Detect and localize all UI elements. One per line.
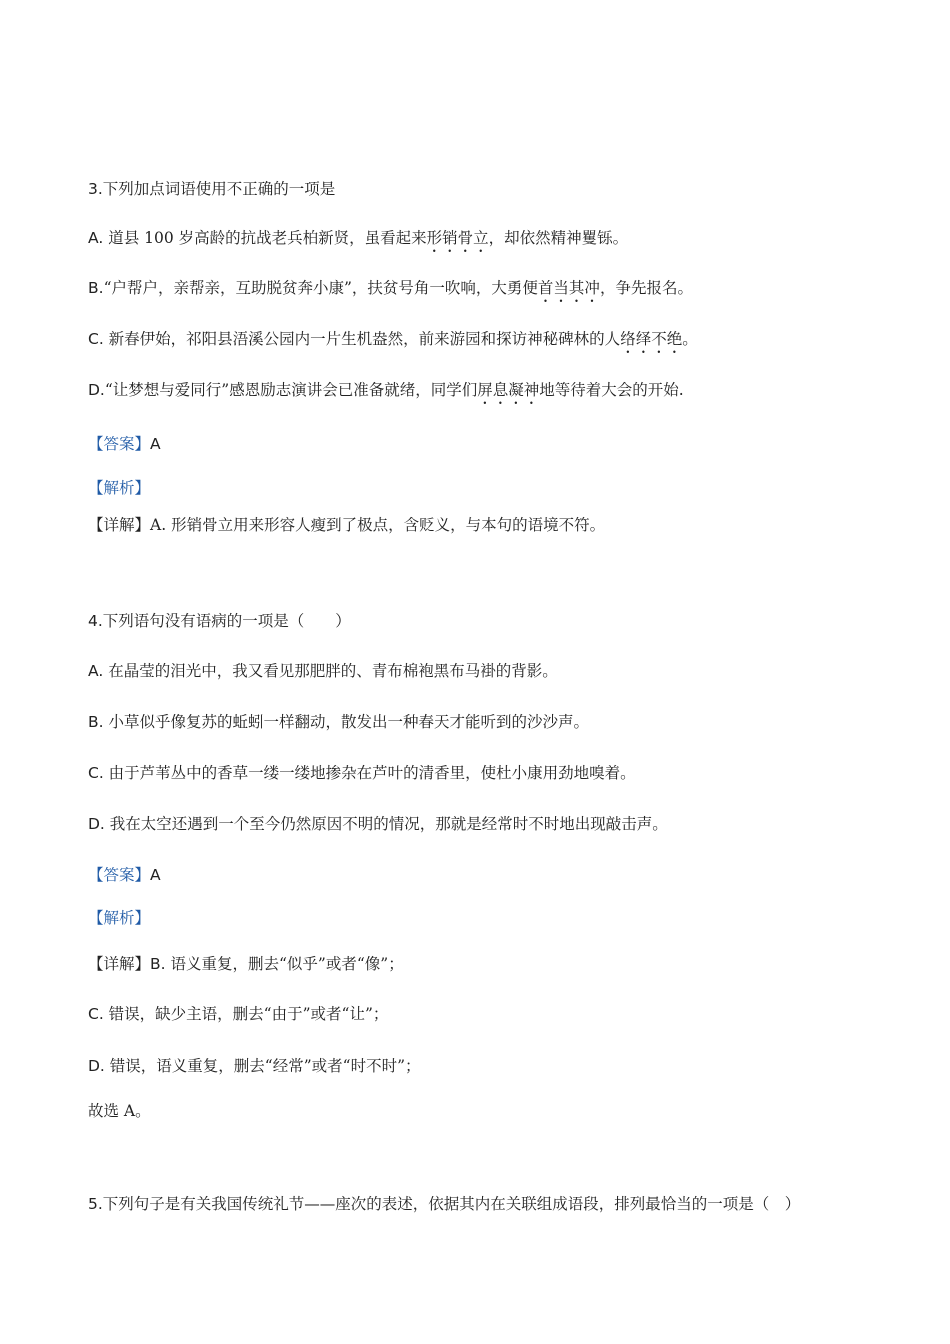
q3-answer: 【答案】A (88, 435, 161, 453)
q4-stem: 4.下列语句没有语病的一项是（ ） (88, 612, 351, 630)
dotted-term: 屏息凝神 (477, 381, 540, 399)
q4-detail-b: 【详解】B. 语义重复，删去“似乎”或者“像”； (88, 955, 404, 973)
q3-option-d: D.“让梦想与爱同行”感恩励志演讲会已准备就绪，同学们屏息凝神地等待着大会的开始. (88, 381, 684, 399)
q3-stem: 3.下列加点词语使用不正确的一项是 (88, 180, 336, 198)
q4-option-d: D. 我在太空还遇到一个至今仍然原因不明的情况，那就是经常时不时地出现敲击声。 (88, 815, 668, 833)
q4-answer: 【答案】A (88, 866, 161, 884)
dotted-term: 首当其冲 (537, 279, 600, 297)
dotted-term: 形销骨立 (426, 229, 489, 247)
q3-detail: 【详解】A. 形销骨立用来形容人瘦到了极点，含贬义，与本句的语境不符。 (88, 516, 606, 534)
dotted-term: 络绎不绝 (620, 330, 683, 348)
q4-option-b: B. 小草似乎像复苏的蚯蚓一样翻动，散发出一种春天才能听到的沙沙声。 (88, 713, 589, 731)
q4-detail-d: D. 错误，语义重复，删去“经常”或者“时不时”； (88, 1057, 421, 1075)
q4-option-a: A. 在晶莹的泪光中，我又看见那肥胖的、青布棉袍黑布马褂的背影。 (88, 662, 558, 680)
q5-stem: 5.下列句子是有关我国传统礼节——座次的表述，依据其内在关联组成语段，排列最恰当的一项是（ ） (88, 1195, 801, 1213)
q4-option-c: C. 由于芦苇丛中的香草一缕一缕地掺杂在芦叶的清香里，使杜小康用劲地嗅着。 (88, 764, 636, 782)
q4-analysis-tag: 【解析】 (88, 909, 151, 927)
q3-option-c: C. 新春伊始，祁阳县浯溪公园内一片生机盎然，前来游园和探访神秘碑林的人络绎不绝。 (88, 330, 698, 348)
q3-option-a: A. 道县 100 岁高龄的抗战老兵柏新贤，虽看起来形销骨立，却依然精神矍铄。 (88, 229, 629, 247)
q3-option-b: B.“户帮户，亲帮亲，互助脱贫奔小康”，扶贫号角一吹响，大勇便首当其冲，争先报名。 (88, 279, 693, 297)
q4-detail-c: C. 错误，缺少主语，删去“由于”或者“让”； (88, 1005, 389, 1023)
q4-conclusion: 故选 A。 (88, 1102, 151, 1120)
q3-analysis-tag: 【解析】 (88, 479, 151, 497)
